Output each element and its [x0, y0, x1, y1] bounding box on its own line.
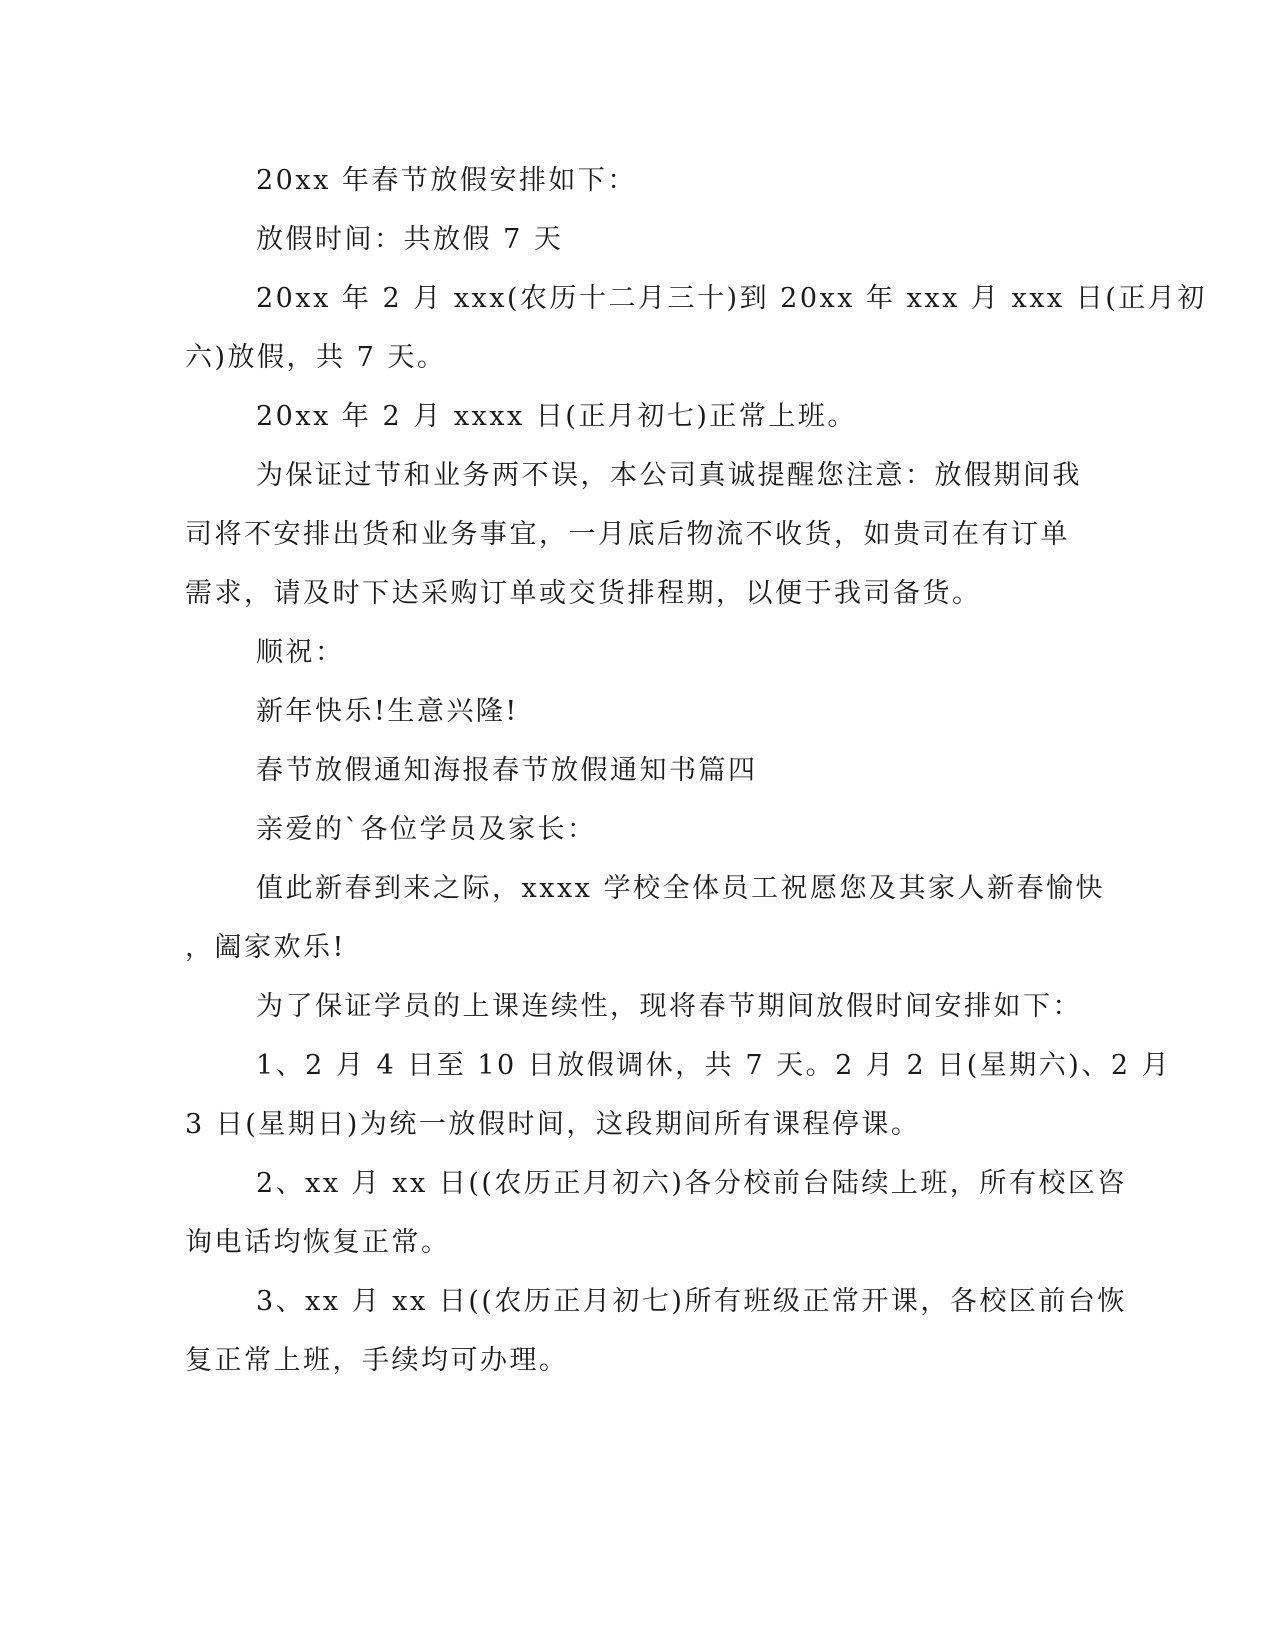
list-item: 2、xx 月 xx 日((农历正月初六)各分校前台陆续上班，所有校区咨 — [256, 1168, 1127, 1199]
text-line: ，阖家欢乐! — [185, 932, 346, 963]
text-line: 值此新春到来之际，xxxx 学校全体员工祝愿您及其家人新春愉快 — [256, 873, 1105, 904]
text-line: 3 日(星期日)为统一放假时间，这段期间所有课程停课。 — [185, 1109, 921, 1140]
text-line: 司将不安排出货和业务事宜，一月底后物流不收货，如贵司在有订单 — [185, 519, 1070, 550]
text-line: 放假时间：共放假 7 天 — [256, 224, 564, 255]
list-item: 3、xx 月 xx 日((农历正月初七)所有班级正常开课，各校区前台恢 — [256, 1286, 1127, 1317]
text-line: 为保证过节和业务两不误，本公司真诚提醒您注意：放假期间我 — [256, 460, 1082, 491]
text-line: 亲爱的`各位学员及家长： — [256, 814, 597, 845]
text-line: 顺祝： — [256, 637, 345, 668]
text-line: 20xx 年春节放假安排如下： — [256, 165, 637, 196]
text-line: 需求，请及时下达采购订单或交货排程期，以便于我司备货。 — [185, 578, 982, 609]
section-heading: 春节放假通知海报春节放假通知书篇四 — [256, 755, 758, 786]
text-line: 复正常上班，手续均可办理。 — [185, 1345, 569, 1376]
list-item: 1、2 月 4 日至 10 日放假调休，共 7 天。2 月 2 日(星期六)、2 月 — [256, 1050, 1172, 1081]
text-line: 询电话均恢复正常。 — [185, 1227, 451, 1258]
text-line: 新年快乐!生意兴隆! — [256, 696, 519, 727]
text-line: 20xx 年 2 月 xxxx 日(正月初七)正常上班。 — [256, 401, 857, 432]
text-line: 20xx 年 2 月 xxx(农历十二月三十)到 20xx 年 xxx 月 xxx 日(正月初 — [256, 283, 1207, 314]
text-line: 六)放假，共 7 天。 — [185, 342, 447, 373]
text-line: 为了保证学员的上课连续性，现将春节期间放假时间安排如下： — [256, 991, 1082, 1022]
